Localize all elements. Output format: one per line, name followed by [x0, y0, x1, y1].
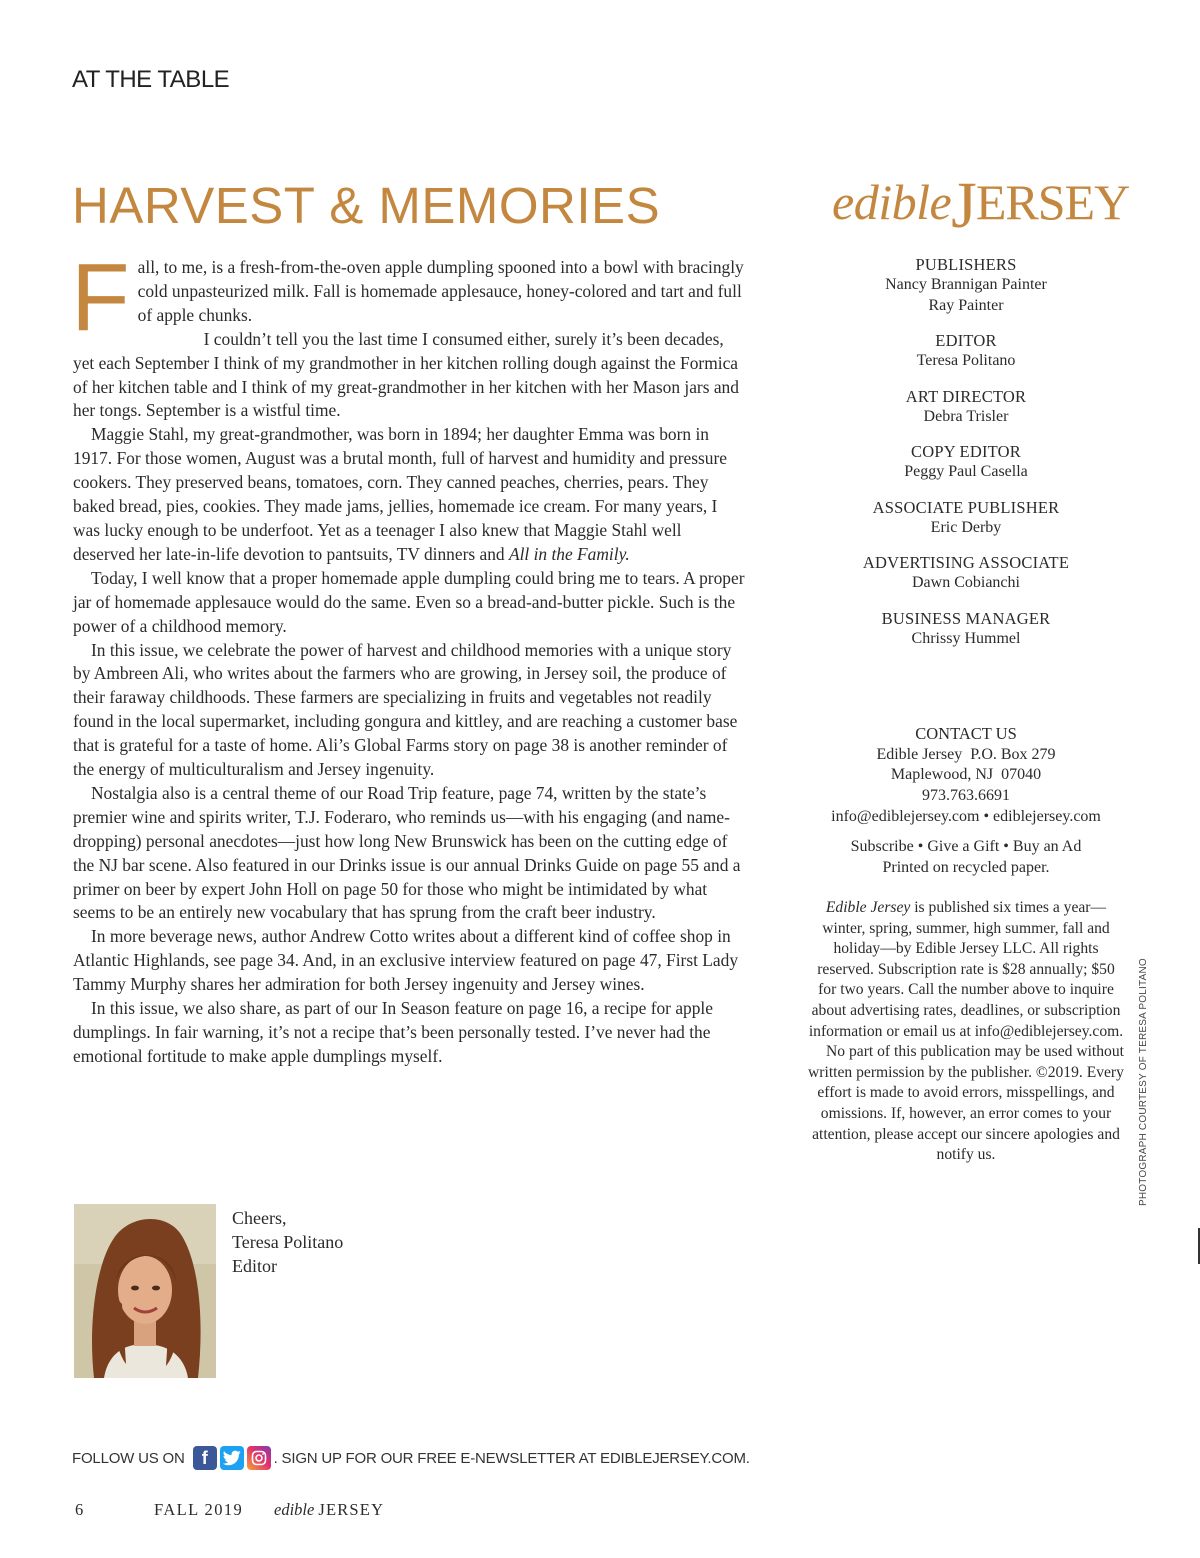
masthead-name: Eric Derby: [930, 518, 1002, 536]
paragraph-1-text: all, to me, is a fresh-from-the-oven apple dumpling spooned into a bowl with bracingly cold unpasteurized milk. Fall is homemade applesauce, honey-colored and tart and full of apple chunks.: [137, 257, 744, 325]
paragraph-1: [71, 244, 745, 351]
masthead-role: EDITOR: [935, 331, 997, 350]
masthead-editor: [810, 331, 1122, 372]
section-label: AT THE TABLE: [72, 66, 230, 93]
editor-portrait: [74, 1204, 216, 1378]
signoff-title: Editor: [232, 1256, 277, 1276]
page-number: 6: [75, 1500, 84, 1519]
logo-jersey: [951, 169, 1130, 242]
photo-credit: PHOTOGRAPH COURTESY OF TERESA POLITANO: [1138, 958, 1149, 1206]
masthead-art-director: [810, 387, 1122, 428]
masthead-name: Dawn Cobianchi: [912, 574, 1020, 591]
logo-jersey-initial: J: [951, 169, 976, 242]
logo-jersey-rest: ERSEY: [975, 174, 1130, 230]
paragraph-3-text: Maggie Stahl, my great-grandmother, was born in 1894; her daughter Emma was born in 1917. For those women, August was a brutal month, full of harvest and humidity and pressure cookers. They preserved beans, tomatoes, corn. They canned peaches, cherries, pears. They baked bread, pies, cookies. They made jams, jellies, homemade ice cream. For many years, I was lucky enough to be underfoot. Yet as a teenager I also knew that Maggie Stahl well deserved her late-in-life devotion to pantsuits, TV dinners and: [73, 424, 727, 564]
contact-address-2: Maplewood, NJ 07040: [890, 766, 1042, 784]
paragraph-6: Nostalgia also is a central theme of our Road Trip feature, page 74, written by the state’s premier wine and spirits writer, T.J. Foderaro, who reminds us—with his engaging (and name-dropping) personal anecdotes—just how long New Brunswick has been on the cutting edge of the NJ bar scene. Also featured in our Drinks issue is our annual Drinks Guide on page 55 and a primer on beer by expert John Holl on page 50 for those who might be intimidated by what seems to be an entirely new vocabulary that has sprung from the craft beer industry.: [73, 782, 741, 923]
subscribe-links[interactable]: Subscribe • Give a Gift • Buy an Ad: [850, 838, 1082, 855]
instagram-camera-glyph: [251, 1450, 267, 1466]
paragraph-3: [73, 423, 745, 566]
contact-address-1: Edible Jersey P.O. Box 279: [876, 745, 1056, 763]
paragraph-5: In this issue, we celebrate the power of harvest and childhood memories with a unique story by Ambreen Ali, who writes about the farmers who are growing, in Jersey soil, the produce of their faraway childhoods. These farmers are specializing in fruits and vegetables not readily found in the local supermarket, including gongura and kittley, and are reaching a customer base that is grateful for a taste of home. Ali’s Global Farms story on page 38 is another reminder of the energy of multiculturalism and Jersey ingenuity.: [73, 639, 738, 780]
social-follow-bar: [72, 1446, 750, 1470]
footer-brand-jersey: JERSEY: [318, 1500, 385, 1519]
contact-phone: 973.763.6691: [922, 787, 1010, 805]
contact-block: [810, 724, 1122, 828]
instagram-icon[interactable]: [247, 1446, 271, 1470]
page-footer: [0, 1500, 1200, 1524]
facebook-icon[interactable]: f: [193, 1446, 217, 1470]
rights-notice: No part of this publication may be used without written permission by the publisher. ©2019. Every effort is made to avoid errors, misspellings, and omissions. If, however, an error comes to your attention, please accept our sincere apologies and notify us.: [808, 1043, 1124, 1164]
masthead-publishers: [810, 255, 1122, 316]
legal-notice: [808, 898, 1124, 1166]
signoff: [232, 1206, 343, 1278]
masthead-name: Chrissy Hummel: [911, 629, 1021, 647]
masthead: [810, 255, 1122, 664]
masthead-role: ASSOCIATE PUBLISHER: [872, 497, 1060, 517]
twitter-icon[interactable]: [220, 1446, 244, 1470]
masthead-associate-publisher: [810, 498, 1122, 539]
contact-heading: CONTACT US: [915, 724, 1017, 743]
portrait-illustration: [74, 1204, 216, 1378]
masthead-copy-editor: [810, 442, 1122, 483]
social-icons: [193, 1446, 271, 1470]
editors-letter: [71, 244, 745, 1069]
masthead-role: BUSINESS MANAGER: [881, 608, 1051, 628]
follow-prefix: FOLLOW US ON: [72, 1449, 185, 1467]
twitter-bird-glyph: [223, 1450, 241, 1466]
recycled-note: Printed on recycled paper.: [882, 859, 1050, 876]
signoff-name: Teresa Politano: [232, 1232, 344, 1252]
footer-brand-edible: edible: [274, 1500, 315, 1519]
paragraph-7: In more beverage news, author Andrew Cotto writes about a different kind of coffee shop in Atlantic Highlands, see page 34. And, in an exclusive interview featured on page 47, First Lady Tammy Murphy shares her admiration for both Jersey ingenuity and Jersey wines.: [73, 926, 739, 995]
masthead-name: Ray Painter: [928, 296, 1004, 314]
masthead-role: COPY EDITOR: [911, 442, 1021, 461]
drop-cap: F: [71, 244, 130, 351]
issue-label: FALL 2019: [154, 1500, 244, 1519]
footer-brand: [274, 1500, 384, 1520]
show-title: All in the Family.: [508, 543, 630, 564]
masthead-name: Debra Trisler: [923, 407, 1009, 425]
paragraph-2: I couldn’t tell you the last time I consumed either, surely it’s been decades, yet each September I think of my grandmother in her kitchen rolling dough against the Formica of her kitchen table and I think of my great-grandmother in her kitchen with her Mason jars and her tongs. September is a wistful time.: [73, 328, 739, 421]
masthead-role: ADVERTISING ASSOCIATE: [862, 553, 1070, 572]
signoff-greeting: Cheers,: [232, 1208, 287, 1228]
edible-jersey-logo: [832, 168, 1130, 242]
paragraph-8: In this issue, we also share, as part of our In Season feature on page 16, a recipe for apple dumplings. In fair warning, it’s not a recipe that’s been personally tested. I’ve never had the emotional fortitude to make apple dumplings myself.: [73, 998, 713, 1066]
contact-email-links[interactable]: info@ediblejersey.com • ediblejersey.com: [831, 807, 1101, 825]
paragraph-4: Today, I well know that a proper homemade apple dumpling could bring me to tears. A proper jar of homemade applesauce would do the same. Even so a bread-and-butter pickle. Such is the power of a childhood memory.: [73, 567, 745, 636]
masthead-role: PUBLISHERS: [915, 255, 1017, 274]
publication-info-text: is published six times a year—winter, spring, summer, high summer, fall and holiday—by Edible Jersey LLC. All rights reserved. Subscription rate is $28 annually; $50 for two years. Call the number above to inquire about advertising rates, deadlines, or subscription information or email us at info@ediblejersey.com.: [808, 899, 1124, 1040]
publication-name: Edible Jersey: [825, 899, 911, 916]
masthead-name: Peggy Paul Casella: [904, 463, 1028, 480]
masthead-name: Teresa Politano: [916, 352, 1016, 369]
masthead-business-manager: [810, 609, 1122, 650]
subscribe-block: [810, 836, 1122, 878]
masthead-role: ART DIRECTOR: [905, 386, 1027, 406]
newsletter-signup-text[interactable]: . SIGN UP FOR OUR FREE E-NEWSLETTER AT EDIBLEJERSEY.COM.: [273, 1449, 750, 1467]
logo-edible: edible: [832, 174, 952, 230]
masthead-name: Nancy Brannigan Painter: [885, 276, 1047, 293]
masthead-advertising-associate: [810, 553, 1122, 594]
page-title: HARVEST & MEMORIES: [72, 177, 661, 234]
publication-info: [808, 898, 1124, 1042]
